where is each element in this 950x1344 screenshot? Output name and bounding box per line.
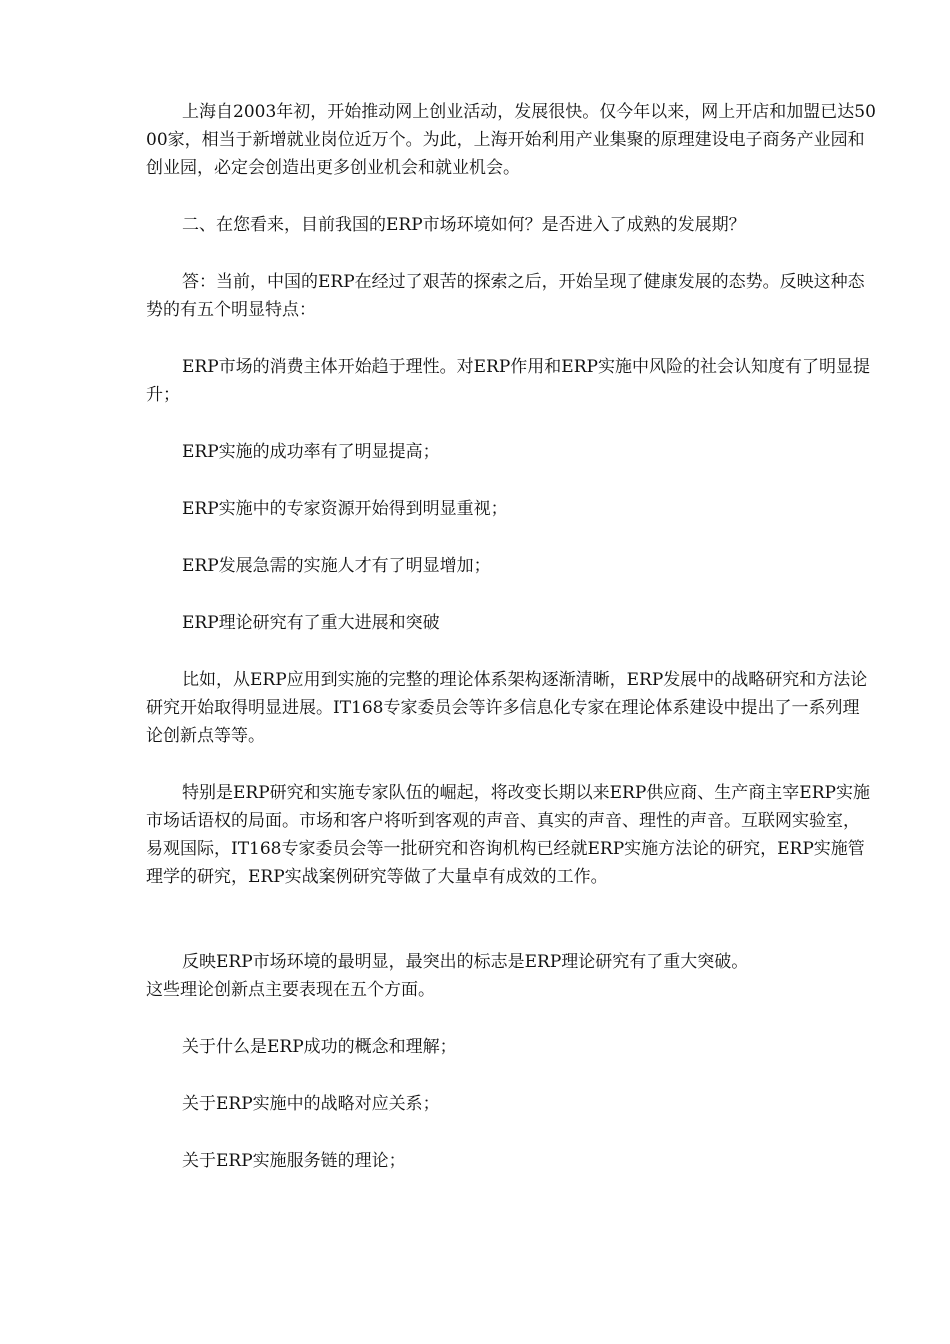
question-two-heading: 二、在您看来，目前我国的ERP市场环境如何？是否进入了成熟的发展期？ xyxy=(182,215,746,235)
document-body xyxy=(146,98,876,1204)
answer-intro-paragraph: 答：当前，中国的ERP在经过了艰苦的探索之后，开始呈现了健康发展的态势。反映这种态势的有五个明显特点： xyxy=(146,272,865,320)
innovation-summary-line: 这些理论创新点主要表现在五个方面。 xyxy=(146,980,435,1000)
feature-point-2: ERP实施的成功率有了明显提高； xyxy=(182,442,440,462)
theory-system-paragraph: 比如，从ERP应用到实施的完整的理论体系架构逐渐清晰，ERP发展中的战略研究和方法论研究开始取得明显进展。IT168专家委员会等许多信息化专家在理论体系建设中提出了一系列理论创新点等等。 xyxy=(146,670,868,746)
innovation-point-3: 关于ERP实施服务链的理论； xyxy=(182,1151,406,1171)
innovation-point-1: 关于什么是ERP成功的概念和理解； xyxy=(182,1037,457,1057)
expert-team-paragraph: 特别是ERP研究和实施专家队伍的崛起，将改变长期以来ERP供应商、生产商主宰ERP实施市场话语权的局面。市场和客户将听到客观的声音、真实的声音、理性的声音。互联网实验室，易观国际，IT168专家委员会等一批研究和咨询机构已经就ERP实施方法论的研究，ERP实施管理学的研究，ERP实战案例研究等做了大量卓有成效的工作。 xyxy=(146,783,870,887)
breakthrough-sentence: 反映ERP市场环境的最明显，最突出的标志是ERP理论研究有了重大突破。 xyxy=(182,952,749,972)
innovation-point-2: 关于ERP实施中的战略对应关系； xyxy=(182,1094,440,1114)
feature-point-5: ERP理论研究有了重大进展和突破 xyxy=(182,613,440,633)
feature-point-3: ERP实施中的专家资源开始得到明显重视； xyxy=(182,499,508,519)
feature-point-4: ERP发展急需的实施人才有了明显增加； xyxy=(182,556,491,576)
paragraph-shanghai-online-startups: 上海自2003年初，开始推动网上创业活动，发展很快。仅今年以来，网上开店和加盟已达5000家，相当于新增就业岗位近万个。为此，上海开始利用产业集聚的原理建设电子商务产业园和创业园，必定会创造出更多创业机会和就业机会。 xyxy=(146,102,876,178)
feature-point-1: ERP市场的消费主体开始趋于理性。对ERP作用和ERP实施中风险的社会认知度有了明显提升； xyxy=(146,357,870,405)
